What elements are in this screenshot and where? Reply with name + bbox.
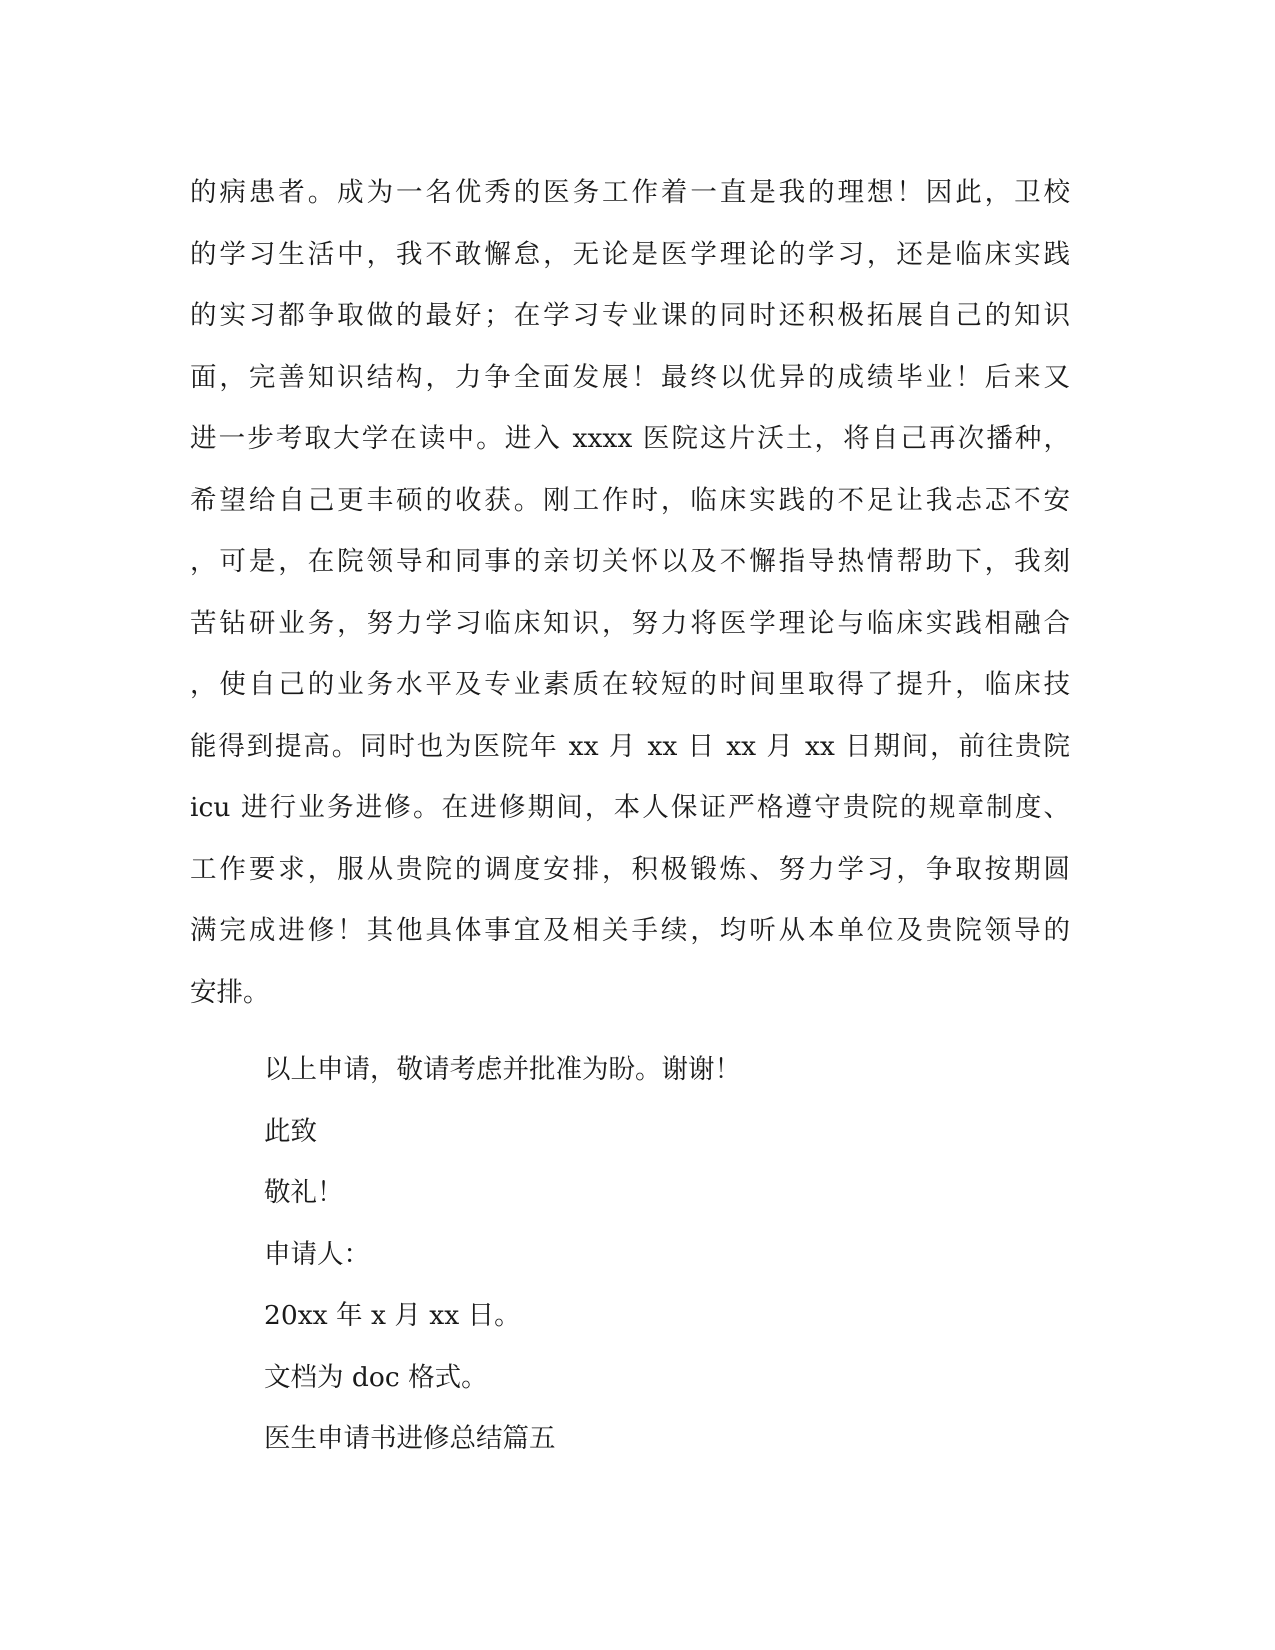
paragraph-line: 满完成进修！其他具体事宜及相关手续，均听从本单位及贵院领导的 [190,915,1070,946]
applicant-line: 申请人： [264,1238,370,1270]
paragraph-line: 的实习都争取做的最好；在学习专业课的同时还积极拓展自己的知识 [190,300,1070,331]
regards-line: 敬礼！ [264,1177,344,1208]
paragraph-line: 的学习生活中，我不敢懈怠，无论是医学理论的学习，还是临床实践 [190,238,1070,270]
paragraph-line: 希望给自己更丰硕的收获。刚工作时，临床实践的不足让我忐忑不安 [190,484,1070,516]
paragraph-line: 苦钻研业务，努力学习临床知识，努力将医学理论与临床实践相融合 [190,607,1070,639]
paragraph-line: 的病患者。成为一名优秀的医务工作着一直是我的理想！因此，卫校 [190,177,1070,208]
paragraph-line: 能得到提高。同时也为医院年 xx 月 xx 日 xx 月 xx 日期间，前往贵院 [190,730,1070,762]
section-heading: 医生申请书进修总结篇五 [264,1423,556,1454]
paragraph-line: ，可是，在院领导和同事的亲切关怀以及不懈指导热情帮助下，我刻 [190,546,1070,577]
salutation-line: 此致 [264,1115,317,1147]
paragraph-line: 安排。 [190,976,270,1008]
date-line: 20xx 年 x 月 xx 日。 [264,1300,521,1331]
paragraph-line: 面，完善知识结构，力争全面发展！最终以优异的成绩毕业！后来又 [190,361,1070,393]
body-paragraph [190,162,1070,1023]
paragraph-line: 工作要求，服从贵院的调度安排，积极锻炼、努力学习，争取按期圆 [190,853,1070,885]
paragraph-line: icu 进行业务进修。在进修期间，本人保证严格遵守贵院的规章制度、 [190,792,1070,823]
paragraph-line: ，使自己的业务水平及专业素质在较短的时间里取得了提升，临床技 [190,669,1070,700]
closing-section [264,1039,1064,1470]
closing-request-line: 以上申请，敬请考虑并批准为盼。谢谢！ [264,1054,741,1085]
format-note-line: 文档为 doc 格式。 [264,1361,488,1393]
paragraph-line: 进一步考取大学在读中。进入 xxxx 医院这片沃土，将自己再次播种， [190,423,1070,454]
